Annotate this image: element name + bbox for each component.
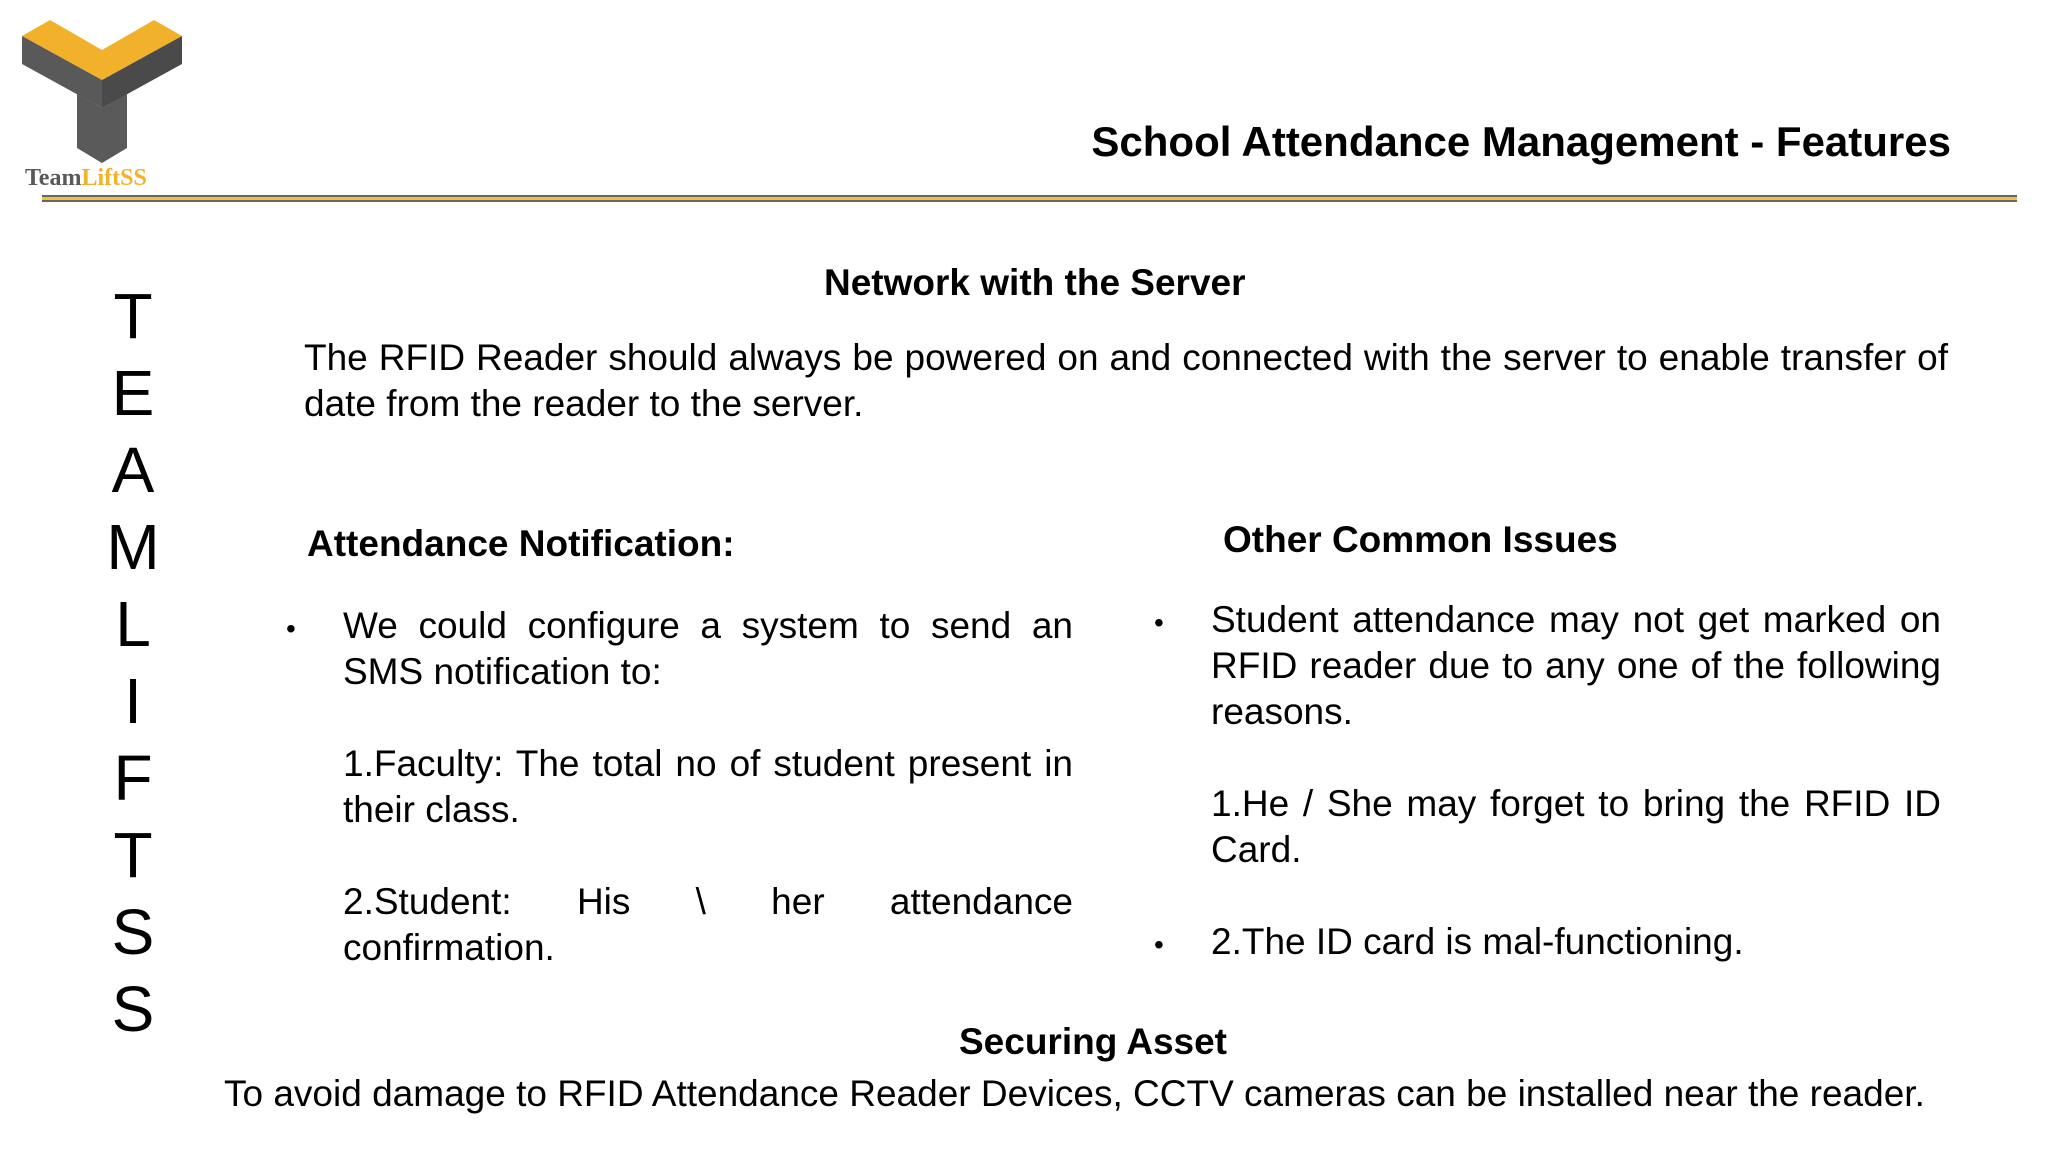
title-divider (42, 195, 2017, 202)
brand-letter: S (111, 973, 155, 1045)
brand-letter: T (113, 819, 153, 891)
issues-bullet: • (1154, 929, 1164, 960)
network-heading: Network with the Server (824, 262, 1246, 303)
brand-letter: T (113, 280, 153, 352)
attendance-heading: Attendance Notification: (307, 523, 735, 564)
brand-letter: L (115, 588, 151, 660)
attendance-bullet: • (286, 613, 296, 644)
brand-letter: E (111, 357, 155, 429)
attendance-item-student: 2.Student: His \ her attendance confirmation. (343, 881, 1073, 968)
issues-item-forget-card: 1.He / She may forget to bring the RFID ID Card. (1211, 783, 1941, 870)
securing-body: To avoid damage to RFID Attendance Reader Devices, CCTV cameras can be installed near the reader. (224, 1073, 1925, 1114)
securing-heading: Securing Asset (959, 1021, 1227, 1062)
brand-letter: M (106, 511, 160, 583)
brand-letter: A (111, 434, 155, 506)
brand-letter: S (111, 896, 155, 968)
brand-letter: I (124, 665, 142, 737)
logo-y-icon (22, 8, 182, 168)
network-body: The RFID Reader should always be powered on and connected with the server to enable transfer of date from the reader to the server. (304, 337, 1948, 424)
issues-heading: Other Common Issues (1223, 519, 1618, 560)
issues-item-malfunction: 2.The ID card is mal-functioning. (1211, 921, 1744, 962)
issues-intro: Student attendance may not get marked on RFID reader due to any one of the following reasons. (1211, 599, 1941, 732)
issues-bullet: • (1154, 607, 1164, 638)
logo-text-team: Team (25, 165, 82, 191)
attendance-item-faculty: 1.Faculty: The total no of student present in their class. (343, 743, 1073, 830)
attendance-intro: We could configure a system to send an SMS notification to: (343, 605, 1073, 692)
logo-wordmark (25, 165, 147, 192)
vertical-brand-text (100, 278, 166, 1048)
logo-text-liftss: LiftSS (81, 165, 147, 191)
slide-title: School Attendance Management - Features (1091, 118, 1951, 165)
brand-letter: F (113, 742, 153, 814)
